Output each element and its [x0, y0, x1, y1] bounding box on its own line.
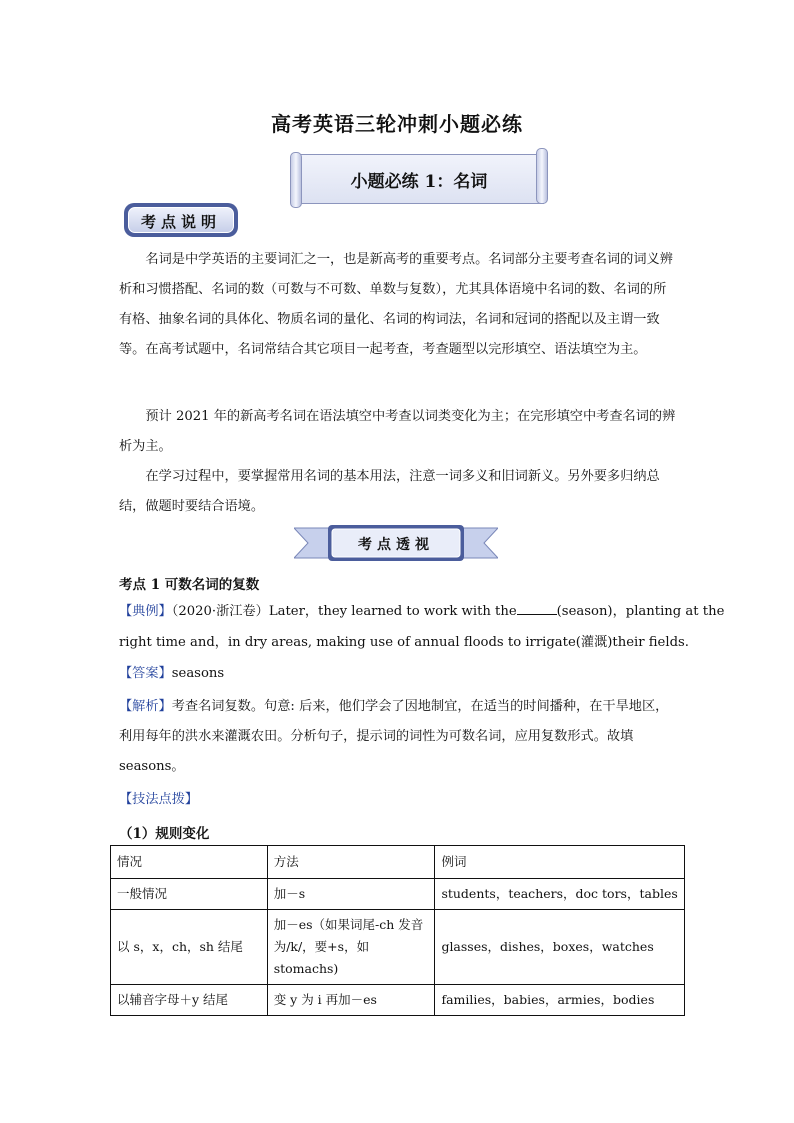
- table-header-cell: 例词: [435, 846, 685, 879]
- table-header-cell: 方法: [267, 846, 435, 879]
- tips-tag: 【技法点拨】: [119, 792, 199, 807]
- answer-blank: [517, 602, 557, 615]
- section-badge-exam-focus: [294, 524, 498, 562]
- example-tag: 【典例】: [119, 604, 172, 619]
- section-badge-exam-notes: [124, 203, 238, 237]
- plural-rules-table: [110, 845, 685, 1016]
- answer-tag: 【答案】: [119, 666, 172, 681]
- document-title: 高考英语三轮冲刺小题必练: [271, 112, 523, 136]
- table-cell: 变 y 为 i 再加－es: [267, 985, 435, 1016]
- analysis-paragraph: 【解析】考查名词复数。句意: 后来，他们学会了因地制宜，在适当的时间播种，在干旱地区，利用每年的洪水来灌溉农田。分析句子，提示词的词性为可数名词，应用复数形式。故填 seasons。: [119, 699, 669, 774]
- table-header-cell: 情况: [111, 846, 268, 879]
- intro-paragraph-3: 在学习过程中，要掌握常用名词的基本用法，注意一词多义和旧词新义。另外要多归纳总结，做题时要结合语境。: [119, 469, 660, 514]
- example-line-1: 【典例】（2020·浙江卷）Later，they learned to work with the (season)，planting at the: [119, 604, 725, 619]
- sub-heading-regular: （1）规则变化: [119, 826, 210, 842]
- table-row: [111, 910, 685, 985]
- table-cell: 以辅音字母＋y 结尾: [111, 985, 268, 1016]
- tips-line: [119, 785, 679, 815]
- answer-line: [119, 659, 679, 689]
- table-cell: 以 s，x，ch，sh 结尾: [111, 910, 268, 985]
- table-cell: students，teachers，doc tors，tables: [435, 879, 685, 910]
- badge-label: 考点透视: [358, 537, 434, 553]
- table-cell: 加－s: [267, 879, 435, 910]
- table-row: [111, 879, 685, 910]
- table-cell: glasses，dishes，boxes，watches: [435, 910, 685, 985]
- example-line-2: right time and，in dry areas, making use of annual floods to irrigate(灌溉)their fields.: [119, 635, 689, 650]
- analysis-tag: 【解析】: [119, 699, 172, 714]
- answer-text: seasons: [171, 666, 225, 681]
- table-row: [111, 985, 685, 1016]
- table-cell: 加－es（如果词尾-ch 发音为/k/，要+s，如 stomachs): [267, 910, 435, 985]
- intro-paragraph-2: 预计 2021 年的新高考名词在语法填空中考查以词类变化为主；在完形填空中考查名词的辨析为主。: [119, 409, 676, 454]
- title-scroll-banner: [290, 150, 548, 206]
- table-cell: 一般情况: [111, 879, 268, 910]
- point-heading: 考点 1 可数名词的复数: [119, 577, 260, 593]
- table-cell: families，babies，armies，bodies: [435, 985, 685, 1016]
- table-header-row: [111, 846, 685, 879]
- badge-label: 考点说明: [140, 213, 221, 231]
- intro-paragraph-1: 名词是中学英语的主要词汇之一，也是新高考的重要考点。名词部分主要考查名词的词义辨析和习惯搭配、名词的数（可数与不可数、单数与复数），尤其具体语境中名词的数、名词的所有格、抽象名词的具体化、物质名词的量化、名词的构词法，名词和冠词的搭配以及主谓一致等。在高考试题中，名词常结合其它项目一起考查，考查题型以完形填空、语法填空为主。: [119, 252, 673, 357]
- banner-title: 小题必练 1：名词: [350, 172, 488, 192]
